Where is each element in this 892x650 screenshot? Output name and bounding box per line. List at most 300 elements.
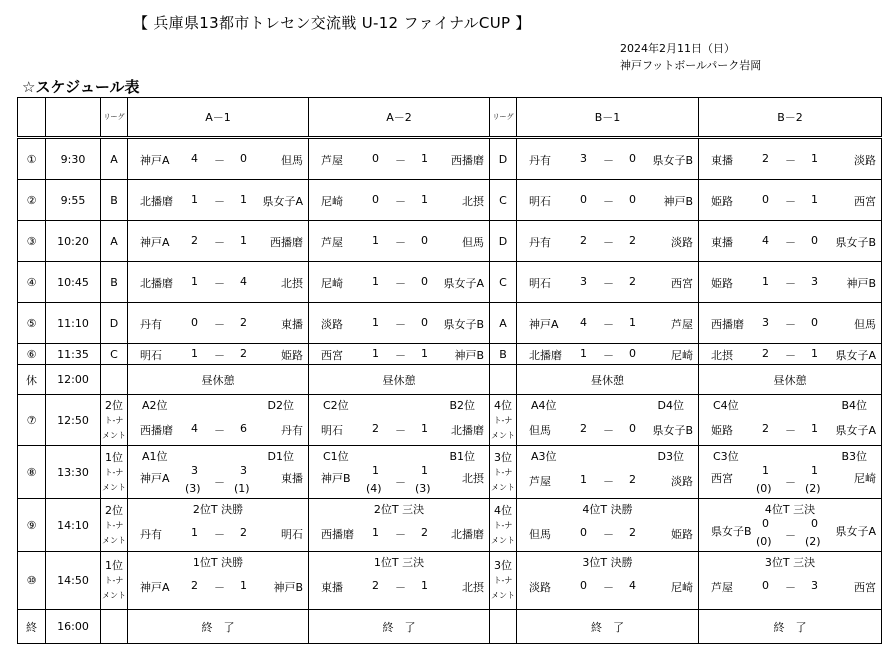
home-team: 西播磨 [321, 528, 354, 541]
match-cell [309, 180, 490, 221]
score-dash: － [395, 424, 406, 437]
rank-label: 3位 [494, 450, 512, 464]
header-a1: A－1 [128, 98, 309, 138]
home-score: 1 [762, 275, 769, 288]
away-team: 県女子A [835, 525, 876, 538]
score-dash: － [214, 318, 225, 331]
league-b: D [490, 138, 517, 180]
home-team: 芦屋 [529, 475, 551, 488]
home-team: 神戸A [140, 581, 170, 594]
home-score: 3 [580, 275, 587, 288]
home-score: 2 [762, 347, 769, 360]
home-team: 丹有 [529, 154, 551, 167]
home-score: 0 [762, 193, 769, 206]
away-score: 3 [240, 464, 247, 477]
break-time: 12:00 [46, 365, 101, 395]
break-league-a [101, 365, 128, 395]
tournament-label-2: メント [102, 535, 126, 545]
rank-label: 2位 [105, 503, 123, 517]
schedule-table [17, 97, 882, 644]
match-cell [517, 221, 699, 262]
tournament-league [490, 395, 517, 446]
score-dash: － [214, 195, 225, 208]
seed-left: C3位 [713, 450, 739, 463]
slot-number: ③ [18, 221, 46, 262]
match-cell [309, 262, 490, 303]
kickoff-time: 9:55 [46, 180, 101, 221]
away-team: 但馬 [462, 236, 484, 249]
away-team: 神戸B [454, 349, 484, 362]
away-team: 姫路 [671, 528, 693, 541]
score-dash: － [785, 476, 796, 489]
bracket-label: 2位T 決勝 [192, 503, 244, 516]
home-team: 神戸A [140, 236, 170, 249]
score-dash: － [395, 349, 406, 362]
match-cell [309, 221, 490, 262]
league-a: A [101, 138, 128, 180]
home-team: 尼崎 [321, 277, 343, 290]
home-team: 淡路 [321, 318, 343, 331]
match-cell [517, 138, 699, 180]
away-team: 神戸B [273, 581, 303, 594]
score-dash: － [395, 236, 406, 249]
home-team: 芦屋 [321, 236, 343, 249]
away-team: 北播磨 [451, 424, 484, 437]
tournament-match-cell [309, 446, 490, 499]
league-b: D [490, 221, 517, 262]
home-score: 1 [580, 473, 587, 486]
match-cell [309, 303, 490, 344]
home-team: 西播磨 [140, 424, 173, 437]
match-cell [517, 344, 699, 365]
tournament-league [101, 395, 128, 446]
home-team: 丹有 [140, 528, 162, 541]
slot-number: ⑦ [18, 395, 46, 446]
score-dash: － [603, 528, 614, 541]
away-score: 0 [811, 517, 818, 530]
end-label: 終 了 [699, 610, 882, 644]
seed-right: B2位 [449, 399, 475, 412]
score-dash: － [603, 318, 614, 331]
tournament-label-2: メント [491, 430, 515, 440]
tournament-label-2: メント [491, 591, 515, 600]
home-score: 4 [762, 234, 769, 247]
header-row [18, 98, 882, 138]
rank-label: 1位 [105, 450, 123, 464]
tournament-label-2: メント [102, 482, 126, 492]
home-score: 1 [580, 347, 587, 360]
away-team: 淡路 [854, 154, 876, 167]
seed-right: D4位 [657, 399, 684, 412]
header-league-b: リーグ [490, 98, 517, 138]
away-team: 但馬 [281, 154, 303, 167]
break-label: 昼休憩 [517, 365, 699, 395]
bracket-label: 3位T 決勝 [582, 556, 633, 569]
match-cell [309, 138, 490, 180]
score-dash: － [214, 236, 225, 249]
kickoff-time: 11:35 [46, 344, 101, 365]
tournament-row [18, 552, 882, 610]
header-b1: B－1 [517, 98, 699, 138]
away-team: 東播 [281, 472, 303, 485]
home-team: 明石 [321, 424, 343, 437]
away-team: 西宮 [854, 581, 876, 594]
tournament-match-cell [517, 552, 699, 610]
rank-label: 2位 [105, 398, 123, 412]
score-dash: － [785, 349, 796, 362]
away-score: 3 [811, 579, 818, 592]
tournament-row [18, 395, 882, 446]
tournament-label-2: メント [491, 535, 515, 545]
slot-number: ④ [18, 262, 46, 303]
home-team: 北播磨 [140, 195, 173, 208]
home-team: 北摂 [711, 349, 733, 362]
seed-right: D3位 [657, 450, 684, 463]
home-score: 2 [762, 152, 769, 165]
away-score: 4 [240, 275, 247, 288]
match-cell [699, 138, 882, 180]
slot-number: ⑧ [18, 446, 46, 499]
bracket-label: 2位T 三決 [373, 503, 425, 516]
home-score: 1 [191, 347, 198, 360]
away-score: 0 [629, 152, 636, 165]
score-dash: － [214, 277, 225, 290]
home-score: 4 [580, 316, 587, 329]
score-dash: － [785, 318, 796, 331]
slot-number: ⑤ [18, 303, 46, 344]
tournament-label-2: メント [491, 482, 515, 492]
away-team: 淡路 [671, 475, 693, 488]
home-score: 2 [191, 579, 198, 592]
away-team: 県女子B [652, 154, 693, 167]
away-team: 神戸B [846, 277, 876, 290]
match-cell [517, 303, 699, 344]
away-team: 県女子B [835, 236, 876, 249]
schedule-heading: ☆スケジュール表 [22, 78, 140, 96]
home-score: 2 [580, 422, 587, 435]
tournament-league [101, 446, 128, 499]
score-dash: － [603, 154, 614, 167]
away-score: 1 [629, 316, 636, 329]
home-score: 3 [580, 152, 587, 165]
home-team: 淡路 [529, 581, 551, 594]
page-title: 【 兵庫県13都市トレセン交流戦 U-12 ファイナルCUP 】 [133, 14, 531, 32]
league-a: D [101, 303, 128, 344]
tournament-league [490, 446, 517, 499]
away-score: 1 [421, 422, 428, 435]
away-score: 1 [421, 464, 428, 477]
home-team: 西宮 [321, 349, 343, 362]
tournament-label-1: ト-ナ [104, 415, 124, 425]
seed-left: C4位 [713, 399, 739, 412]
home-team: 東播 [711, 154, 733, 167]
match-cell [699, 221, 882, 262]
score-dash: － [214, 476, 225, 489]
away-team: 西播磨 [270, 236, 303, 249]
score-dash: － [785, 236, 796, 249]
tournament-match-cell [128, 499, 309, 552]
match-row [18, 344, 882, 365]
league-b: C [490, 262, 517, 303]
home-team: 北播磨 [529, 349, 562, 362]
header-b2: B－2 [699, 98, 882, 138]
match-cell [699, 344, 882, 365]
match-cell [699, 303, 882, 344]
home-pk: (4) [366, 482, 382, 495]
header-no [18, 98, 46, 138]
tournament-match-cell [128, 395, 309, 446]
home-score: 2 [580, 234, 587, 247]
home-score: 0 [762, 517, 769, 530]
header-a2: A－2 [309, 98, 490, 138]
end-label: 終 了 [517, 610, 699, 644]
away-score: 0 [811, 316, 818, 329]
kickoff-time: 10:45 [46, 262, 101, 303]
tournament-label-1: ト-ナ [493, 576, 513, 585]
away-team: 県女子B [443, 318, 484, 331]
home-score: 2 [372, 579, 379, 592]
home-score: 2 [762, 422, 769, 435]
score-dash: － [603, 236, 614, 249]
seed-left: C2位 [323, 399, 349, 412]
away-team: 北摂 [462, 195, 484, 208]
home-score: 0 [580, 526, 587, 539]
seed-right: B3位 [841, 450, 867, 463]
away-score: 0 [421, 275, 428, 288]
away-team: 丹有 [281, 424, 303, 437]
away-score: 0 [421, 316, 428, 329]
seed-right: D1位 [267, 450, 294, 463]
home-pk: (0) [756, 535, 772, 548]
away-score: 2 [629, 234, 636, 247]
away-team: 北播磨 [451, 528, 484, 541]
seed-right: D2位 [267, 399, 294, 412]
home-team: 尼崎 [321, 195, 343, 208]
tournament-row [18, 499, 882, 552]
away-pk: (2) [805, 482, 821, 495]
match-cell [128, 344, 309, 365]
away-score: 0 [629, 347, 636, 360]
home-score: 3 [191, 464, 198, 477]
away-score: 2 [629, 526, 636, 539]
score-dash: － [395, 277, 406, 290]
score-dash: － [395, 318, 406, 331]
home-team: 東播 [321, 581, 343, 594]
away-score: 1 [421, 347, 428, 360]
home-score: 1 [372, 275, 379, 288]
away-pk: (2) [805, 535, 821, 548]
home-score: 2 [372, 422, 379, 435]
away-team: 西播磨 [451, 154, 484, 167]
home-team: 神戸A [529, 318, 559, 331]
tournament-league [490, 499, 517, 552]
tournament-label-2: メント [102, 430, 126, 440]
home-team: 西播磨 [711, 318, 744, 331]
home-score: 4 [191, 152, 198, 165]
kickoff-time: 13:30 [46, 446, 101, 499]
event-date: 2024年2月11日（日） [620, 42, 735, 55]
away-team: 尼崎 [854, 472, 876, 485]
end-marker: 終 [18, 610, 46, 644]
home-team: 県女子B [711, 525, 752, 538]
match-cell [517, 262, 699, 303]
away-score: 6 [240, 422, 247, 435]
tournament-label-1: ト-ナ [493, 520, 513, 530]
home-team: 西宮 [711, 472, 733, 485]
score-dash: － [785, 277, 796, 290]
bracket-label: 3位T 三決 [764, 556, 816, 569]
match-row [18, 303, 882, 344]
score-dash: － [214, 528, 225, 541]
score-dash: － [395, 528, 406, 541]
away-score: 1 [240, 193, 247, 206]
bracket-label: 1位T 三決 [373, 556, 425, 569]
score-dash: － [603, 195, 614, 208]
rank-label: 3位 [494, 559, 512, 572]
end-row [18, 610, 882, 644]
end-label: 終 了 [309, 610, 490, 644]
kickoff-time: 9:30 [46, 138, 101, 180]
home-team: 姫路 [711, 277, 733, 290]
away-score: 1 [421, 193, 428, 206]
score-dash: － [395, 154, 406, 167]
away-team: 北摂 [462, 581, 484, 594]
break-label: 昼休憩 [309, 365, 490, 395]
header-time [46, 98, 101, 138]
score-dash: － [603, 581, 614, 594]
end-time: 16:00 [46, 610, 101, 644]
league-a: B [101, 180, 128, 221]
home-score: 2 [191, 234, 198, 247]
away-team: 東播 [281, 318, 303, 331]
slot-number: ① [18, 138, 46, 180]
home-score: 1 [191, 193, 198, 206]
home-score: 0 [580, 193, 587, 206]
tournament-league [490, 552, 517, 610]
home-score: 0 [762, 579, 769, 592]
tournament-label-1: ト-ナ [104, 467, 124, 477]
league-b: B [490, 344, 517, 365]
tournament-match-cell [699, 499, 882, 552]
tournament-label-1: ト-ナ [104, 576, 124, 585]
tournament-league [101, 552, 128, 610]
home-score: 4 [191, 422, 198, 435]
kickoff-time: 11:10 [46, 303, 101, 344]
home-team: 姫路 [711, 195, 733, 208]
kickoff-time: 12:50 [46, 395, 101, 446]
match-cell [128, 180, 309, 221]
slot-number: ⑨ [18, 499, 46, 552]
score-dash: － [214, 581, 225, 594]
home-team: 神戸A [140, 472, 170, 485]
home-team: 神戸B [321, 472, 351, 485]
home-score: 1 [372, 316, 379, 329]
match-cell [128, 262, 309, 303]
away-score: 2 [629, 275, 636, 288]
score-dash: － [785, 581, 796, 594]
tournament-label-2: メント [102, 591, 126, 600]
away-team: 県女子A [262, 195, 303, 208]
away-team: 北摂 [281, 277, 303, 290]
seed-left: A1位 [142, 450, 168, 463]
home-team: 神戸A [140, 154, 170, 167]
break-label: 昼休憩 [699, 365, 882, 395]
home-score: 1 [372, 464, 379, 477]
break-row [18, 365, 882, 395]
kickoff-time: 10:20 [46, 221, 101, 262]
match-cell [699, 180, 882, 221]
away-team: 西宮 [671, 277, 693, 290]
away-score: 2 [240, 316, 247, 329]
tournament-match-cell [309, 499, 490, 552]
away-pk: (3) [415, 482, 431, 495]
rank-label: 4位 [494, 503, 512, 517]
home-pk: (0) [756, 482, 772, 495]
match-row [18, 221, 882, 262]
score-dash: － [603, 349, 614, 362]
away-score: 0 [240, 152, 247, 165]
away-score: 2 [240, 526, 247, 539]
slot-number: ⑩ [18, 552, 46, 610]
seed-left: A3位 [531, 450, 557, 463]
seed-left: A4位 [531, 399, 557, 412]
away-score: 1 [811, 422, 818, 435]
break-marker: 休 [18, 365, 46, 395]
tournament-row [18, 446, 882, 499]
home-team: 姫路 [711, 424, 733, 437]
break-league-b [490, 365, 517, 395]
tournament-match-cell [517, 499, 699, 552]
tournament-label-1: ト-ナ [493, 415, 513, 425]
match-cell [699, 262, 882, 303]
league-a: A [101, 221, 128, 262]
score-dash: － [214, 154, 225, 167]
league-b: A [490, 303, 517, 344]
score-dash: － [395, 195, 406, 208]
tournament-label-1: ト-ナ [493, 467, 513, 477]
home-score: 3 [762, 316, 769, 329]
league-a: B [101, 262, 128, 303]
home-score: 0 [191, 316, 198, 329]
away-score: 1 [811, 193, 818, 206]
away-score: 1 [811, 152, 818, 165]
bracket-label: 4位T 決勝 [582, 503, 633, 516]
home-team: 東播 [711, 236, 733, 249]
home-team: 明石 [140, 349, 162, 362]
kickoff-time: 14:10 [46, 499, 101, 552]
match-cell [128, 221, 309, 262]
away-team: 神戸B [663, 195, 693, 208]
away-score: 1 [421, 579, 428, 592]
end-label: 終 了 [128, 610, 309, 644]
home-team: 丹有 [529, 236, 551, 249]
home-score: 1 [372, 347, 379, 360]
away-team: 県女子A [443, 277, 484, 290]
away-team: 県女子B [652, 424, 693, 437]
away-score: 1 [240, 234, 247, 247]
away-team: 尼崎 [671, 581, 693, 594]
away-pk: (1) [234, 482, 250, 495]
tournament-label-1: ト-ナ [104, 520, 124, 530]
home-score: 1 [191, 275, 198, 288]
away-team: 明石 [281, 528, 303, 541]
seed-right: B1位 [449, 450, 475, 463]
tournament-match-cell [309, 552, 490, 610]
home-pk: (3) [185, 482, 201, 495]
slot-number: ② [18, 180, 46, 221]
kickoff-time: 14:50 [46, 552, 101, 610]
match-row [18, 262, 882, 303]
